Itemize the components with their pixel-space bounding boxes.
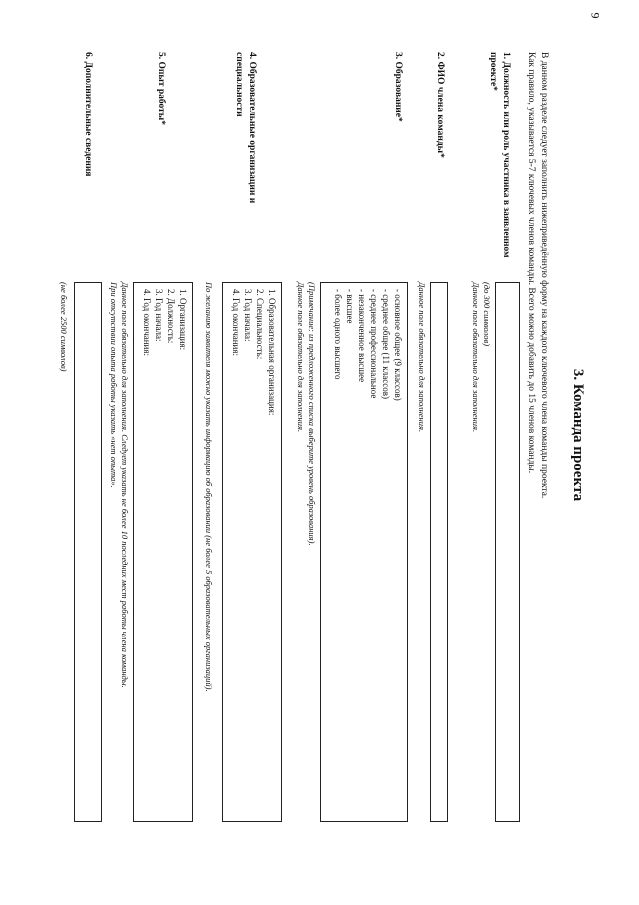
rotated-page-content <box>40 40 600 830</box>
intro-line: Как правило, указывается 5-7 ключевых членов команды. Всего можно добавить до 15 членов команды. <box>526 52 536 474</box>
field-line: 2. Специальность: <box>255 289 265 360</box>
field-line: 3. Год начала: <box>243 289 253 342</box>
page-number: 9 <box>588 12 603 19</box>
field-line: 1. Образовательная организация: <box>267 289 277 416</box>
field-line: 2. Должность: <box>166 289 176 344</box>
position-field[interactable] <box>495 282 520 822</box>
note-line: При отсутствии опыта работы указать «нет опыта». <box>109 282 119 488</box>
label-name: 2. ФИО члена команды* <box>435 52 445 158</box>
note-line: Данное поле обязательно для заполнения. Следует указать не более 10 последних мест работы члена команды. <box>120 282 130 688</box>
note-line: Данное поле обязательно для заполнения. <box>471 282 481 433</box>
name-field[interactable] <box>430 282 448 822</box>
field-line: 4. Год окончания: <box>142 289 152 357</box>
position-note <box>470 282 492 822</box>
label-experience: 5. Опыт работы* <box>156 52 166 125</box>
note-line: (до 300 символов) <box>482 282 492 347</box>
intro-line: В данном разделе следует заполнить нижеприведённую форму на каждого ключевого члена команды проекта. <box>539 52 549 499</box>
institutions-note: По желанию заявителя можно указать информацию об образовании (не более 5 образовательных организаций). <box>204 282 214 692</box>
field-line: 1. Организация: <box>178 289 188 351</box>
note-line: (Примечание: из предложенного списка выберите уровень образования). <box>307 282 317 546</box>
education-option[interactable]: - среднее профессиональное <box>368 289 380 815</box>
education-option[interactable]: - более одного высшего <box>332 289 344 815</box>
intro-text <box>524 52 550 822</box>
page-title: 3. Команда проекта <box>570 368 586 502</box>
education-select[interactable] <box>320 282 408 822</box>
experience-field[interactable] <box>133 282 193 822</box>
label-institutions: 4. Образовательные организации и специальности <box>234 52 257 204</box>
institutions-field[interactable] <box>222 282 282 822</box>
field-line: 3. Год начала: <box>154 289 164 342</box>
name-note: Данное поле обязательно для заполнения. <box>417 282 427 433</box>
additional-field[interactable] <box>74 282 102 822</box>
education-option[interactable]: - высшее <box>344 289 356 815</box>
education-options <box>332 289 404 815</box>
education-note <box>295 282 317 822</box>
education-option[interactable]: - незаконченное высшее <box>356 289 368 815</box>
experience-note <box>108 282 130 822</box>
label-education: 3. Образование* <box>393 52 403 122</box>
additional-note: (не более 2500 символов) <box>59 282 69 372</box>
field-line: 4. Год окончания: <box>231 289 241 357</box>
education-option[interactable]: - среднее общее (11 классов) <box>380 289 392 815</box>
note-line: Данное поле обязательно для заполнения. <box>296 282 306 433</box>
label-position: 1. Должность или роль участника в заявленном проекте* <box>488 52 511 258</box>
education-option[interactable]: - основное общее (9 классов) <box>392 289 404 815</box>
label-additional: 6. Дополнительные сведения <box>83 52 93 177</box>
